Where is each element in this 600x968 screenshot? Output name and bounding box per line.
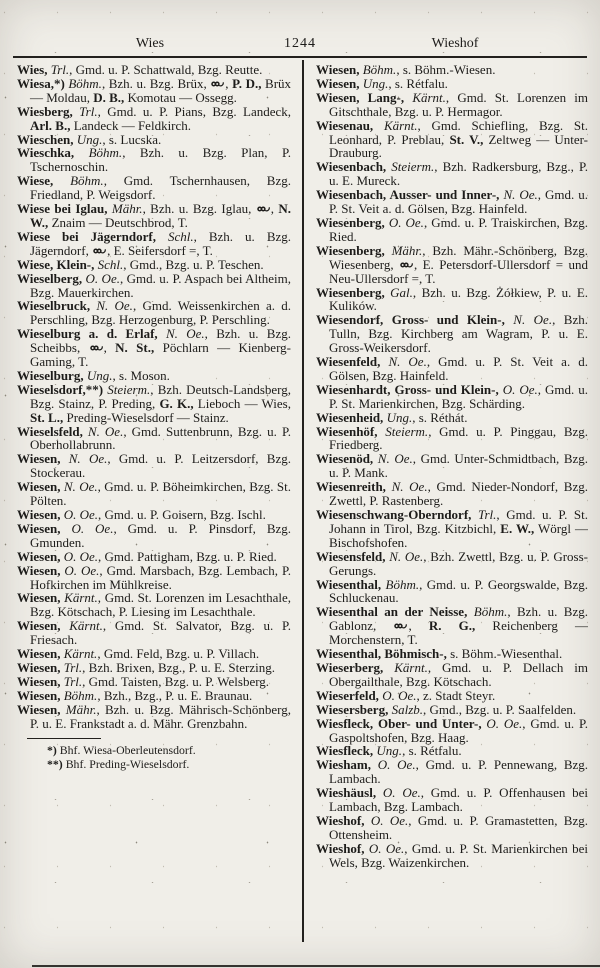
footnote-text: Bhf. Wiesa-Oberleutensdorf.: [59, 743, 196, 757]
gazetteer-entry: Wiesberg, Trl., Gmd. u. P. Pians, Bzg. Landeck, Arl. B., Landeck — Feldkirch.: [17, 103, 291, 133]
gazetteer-entry: Wieshof, O. Oe., Gmd. u. P. St. Marienkirchen bei Wels, Bzg. Waizenkirchen.: [316, 840, 588, 870]
gazetteer-entry: Wiesen, Böhm., Bzh., Bzg., P. u. E. Braunau.: [17, 687, 253, 703]
gazetteer-entry: Wieschka, Böhm., Bzh. u. Bzg. Plan, P. Tschernoschin.: [17, 145, 291, 175]
footnote-text: Bhf. Preding-Wieselsdorf.: [65, 756, 190, 771]
gazetteer-entry: Wiese bei Jägerndorf, Schl., Bzh. u. Bzg. Jägerndorf, , E. Seifersdorf =, T.: [17, 228, 291, 258]
gazetteer-entry: Wiesenau, Kärnt., Gmd. Schiefling, Bzg. St. Leonhard, P. Preblau, St. V., Zeltweg — Unter-Drauburg.: [316, 117, 588, 161]
gazetteer-entry: Wieserfeld, O. Oe., z. Stadt Steyr.: [316, 687, 496, 703]
gazetteer-entry: Wiese bei Iglau, Mähr., Bzh. u. Bzg. Iglau, , N. W., Znaim — Deutschbrod, T.: [17, 201, 291, 230]
gazetteer-entry: Wiesen, Kärnt., Gmd. Feld, Bzg. u. P. Villach.: [17, 646, 260, 662]
gazetteer-entry: Wiesen, O. Oe., Gmd. Marsbach, Bzg. Lembach, P. Hofkirchen im Mühlkreise.: [17, 562, 291, 592]
header-rule: [13, 56, 587, 58]
gazetteer-entry: Wieselburg a. d. Erlaf, N. Oe., Bzh. u. Bzg. Scheibbs, , N. St., Pöchlarn — Kienberg-Gaming, T.: [17, 326, 291, 370]
gazetteer-entry: Wiesen, N. Oe., Gmd. u. P. Böheimkirchen, Bzg. St. Pölten.: [17, 479, 291, 509]
gazetteer-entry: Wiesenhardt, Gross- und Klein-, O. Oe., Gmd. u. P. St. Marienkirchen, Bzg. Schärding.: [316, 381, 588, 411]
gazetteer-entry: Wiesenreith, N. Oe., Gmd. Nieder-Nondorf, Bzg. Zwettl, P. Rastenberg.: [316, 479, 588, 509]
gazetteer-entry: Wiesenheid, Ung., s. Réthát.: [316, 409, 468, 425]
gazetteer-entry: Wiesendorf, Gross- und Klein-, N. Oe., Bzh. Tulln, Bzg. Kirchberg am Wagram, P. u. E. Gross-Weikersdorf.: [316, 312, 588, 356]
footnote-divider: [27, 738, 101, 740]
footnote-marker: **): [47, 756, 66, 771]
column-divider-rule: [302, 60, 304, 942]
gazetteer-entry: Wiesham, O. Oe., Gmd. u. P. Pennewang, Bzg. Lambach.: [316, 757, 588, 787]
footnote: [17, 758, 291, 772]
gazetteer-entry: Wieshof, O. Oe., Gmd. u. P. Gramastetten, Bzg. Ottensheim.: [316, 812, 588, 842]
gazetteer-entry: Wiesenberg, Mähr., Bzh. Mähr.-Schönberg, Bzg. Wiesenberg, , E. Petersdorf-Ullersdorf = und Neu-Ullersdorf =, T.: [316, 242, 588, 286]
gazetteer-entry: Wiesen, Mähr., Bzh. u. Bzg. Mährisch-Schönberg, P. u. E. Frankstadt a. d. Mähr. Grenzbahn.: [17, 701, 291, 731]
gazetteer-entry: Wiesen, O. Oe., Gmd. Pattigham, Bzg. u. P. Ried.: [17, 548, 277, 564]
gazetteer-entry: Wieschen, Ung., s. Lucska.: [17, 131, 162, 147]
gazetteer-entry: Wiese, Klein-, Schl., Gmd., Bzg. u. P. Teschen.: [17, 256, 264, 272]
gazetteer-entry: Wiesenschwang-Oberndorf, Trl., Gmd. u. P. St. Johann in Tirol, Bzg. Kitzbichl, E. W., Wörgl — Bischofshofen.: [316, 507, 588, 550]
gazetteer-entry: Wieselburg, Ung., s. Moson.: [17, 367, 170, 383]
header-right-word: Wieshof: [431, 36, 479, 51]
gazetteer-entry: Wieselberg, O. Oe., Gmd. u. P. Aspach bei Altheim, Bzg. Mauerkirchen.: [17, 270, 291, 300]
header-left-word: Wies: [135, 36, 165, 51]
page-number: 1244: [284, 36, 316, 51]
gazetteer-entry: Wieselsdorf,**) Steierm., Bzh. Deutsch-Landsberg, Bzg. Stainz, P. Preding, G. K., Lieboch — Wies, St. L., Preding-Wieselsdorf — Stainz.: [17, 381, 291, 425]
post-horn-icon: [393, 622, 408, 630]
gazetteer-entry: Wiesersberg, Salzb., Gmd., Bzg. u. P. Saalfelden.: [316, 701, 577, 717]
gazetteer-entry: Wiesenberg, Gal., Bzh. u. Bzg. Żółkiew, P. u. E. Kulików.: [316, 284, 588, 314]
gazetteer-entry: Wiesensfeld, N. Oe., Bzh. Zwettl, Bzg. u. P. Gross-Gerungs.: [316, 548, 588, 578]
gazetteer-entry: Wiesenöd, N. Oe., Gmd. Unter-Schmidtbach, Bzg. u. P. Mank.: [316, 451, 588, 481]
gazetteer-entry: Wiesen, N. Oe., Gmd. u. P. Leitzersdorf, Bzg. Stockerau.: [17, 451, 291, 481]
gazetteer-entry: Wiesfleck, Ober- und Unter-, O. Oe., Gmd. u. P. Gaspoltshofen, Bzg. Haag.: [316, 715, 588, 745]
gazetteer-entry: Wieselsfeld, N. Oe., Gmd. Suttenbrunn, Bzg. u. P. Oberhollabrunn.: [17, 423, 291, 453]
gazetteer-entry: Wieserberg, Kärnt., Gmd. u. P. Dellach im Obergailthale, Bzg. Kötschach.: [316, 659, 588, 689]
gazetteer-entry: Wiesen, Trl., Gmd. Taisten, Bzg. u. P. Welsberg.: [17, 673, 270, 689]
gazetteer-entry: Wiesen, Böhm., s. Böhm.-Wiesen.: [316, 63, 496, 77]
gazetteer-entry: Wiesfleck, Ung., s. Rétfalu.: [316, 743, 462, 759]
post-horn-icon: [89, 344, 104, 352]
gazetteer-entry: Wiesenfeld, N. Oe., Gmd. u. P. St. Veit a. d. Gölsen, Bzg. Hainfeld.: [316, 354, 588, 383]
gazetteer-entry: Wiesen, Trl., Bzh. Brixen, Bzg., P. u. E. Sterzing.: [17, 659, 275, 675]
gazetteer-entry: Wies, Trl., Gmd. u. P. Schattwald, Bzg. Reutte.: [17, 63, 263, 77]
footnote-marker: *): [47, 743, 60, 757]
bottom-scan-edge: [32, 965, 600, 967]
gazetteer-entry: Wiesen, Kärnt., Gmd. St. Salvator, Bzg. u. P. Friesach.: [17, 618, 291, 648]
gazetteer-entry: Wieshäusl, O. Oe., Gmd. u. P. Offenhausen bei Lambach, Bzg. Lambach.: [316, 785, 588, 815]
gazetteer-entry: Wiesen, Kärnt., Gmd. St. Lorenzen im Lesachthale, Bzg. Kötschach, P. Liesing im Lesachthale.: [17, 590, 291, 620]
gazetteer-entry: Wiesen, Ung., s. Rétfalu.: [316, 75, 448, 91]
gazetteer-entry: Wiesenthal an der Neisse, Böhm., Bzh. u. Bzg. Gablonz, , R. G., Reichenberg — Morchenstern, T.: [316, 604, 588, 648]
page-header: [0, 36, 600, 54]
gazetteer-entry: Wiese, Böhm., Gmd. Tschernhausen, Bzg. Friedland, P. Weigsdorf.: [17, 173, 291, 203]
gazetteer-entry: Wiesenhöf, Steierm., Gmd. u. P. Pinggau, Bzg. Friedberg.: [316, 423, 588, 453]
gazetteer-entry: Wiesenbach, Ausser- und Inner-, N. Oe., Gmd. u. P. St. Veit a. d. Gölsen, Bzg. Hainfeld.: [316, 187, 588, 217]
gazetteer-entry: Wiesenthal, Böhm., Gmd. u. P. Georgswalde, Bzg. Schluckenau.: [316, 576, 588, 606]
post-horn-icon: [92, 247, 107, 255]
gazetteer-entry: Wiesen, O. Oe., Gmd. u. P. Pinsdorf, Bzg. Gmunden.: [17, 520, 291, 550]
post-horn-icon: [399, 261, 414, 269]
right-column: [316, 63, 588, 949]
gazetteer-entry: Wiesenbach, Steierm., Bzh. Radkersburg, Bzg., P. u. E. Mureck.: [316, 159, 588, 189]
left-column: [17, 63, 291, 949]
gazetteer-entry: Wiesenthal, Böhmisch-, s. Böhm.-Wiesenthal.: [316, 646, 563, 662]
gazetteer-entry: Wieselbruck, N. Oe., Gmd. Weissenkirchen a. d. Perschling, Bzg. Herzogenburg, P. Perschling.: [17, 298, 291, 328]
post-horn-icon: [210, 80, 225, 88]
post-horn-icon: [256, 205, 271, 213]
gazetteer-entry: Wiesenberg, O. Oe., Gmd. u. P. Traiskirchen, Bzg. Ried.: [316, 214, 588, 244]
gazetteer-entry: Wiesa,*) Böhm., Bzh. u. Bzg. Brüx, , P. D., Brüx — Moldau, D. B., Komotau — Ossegg.: [17, 75, 291, 105]
footnote: [17, 744, 291, 758]
gazetteer-entry: Wiesen, Lang-, Kärnt., Gmd. St. Lorenzen im Gitschthale, Bzg. u. P. Hermagor.: [316, 89, 588, 119]
gazetteer-entry: Wiesen, O. Oe., Gmd. u. P. Goisern, Bzg. Ischl.: [17, 507, 266, 522]
